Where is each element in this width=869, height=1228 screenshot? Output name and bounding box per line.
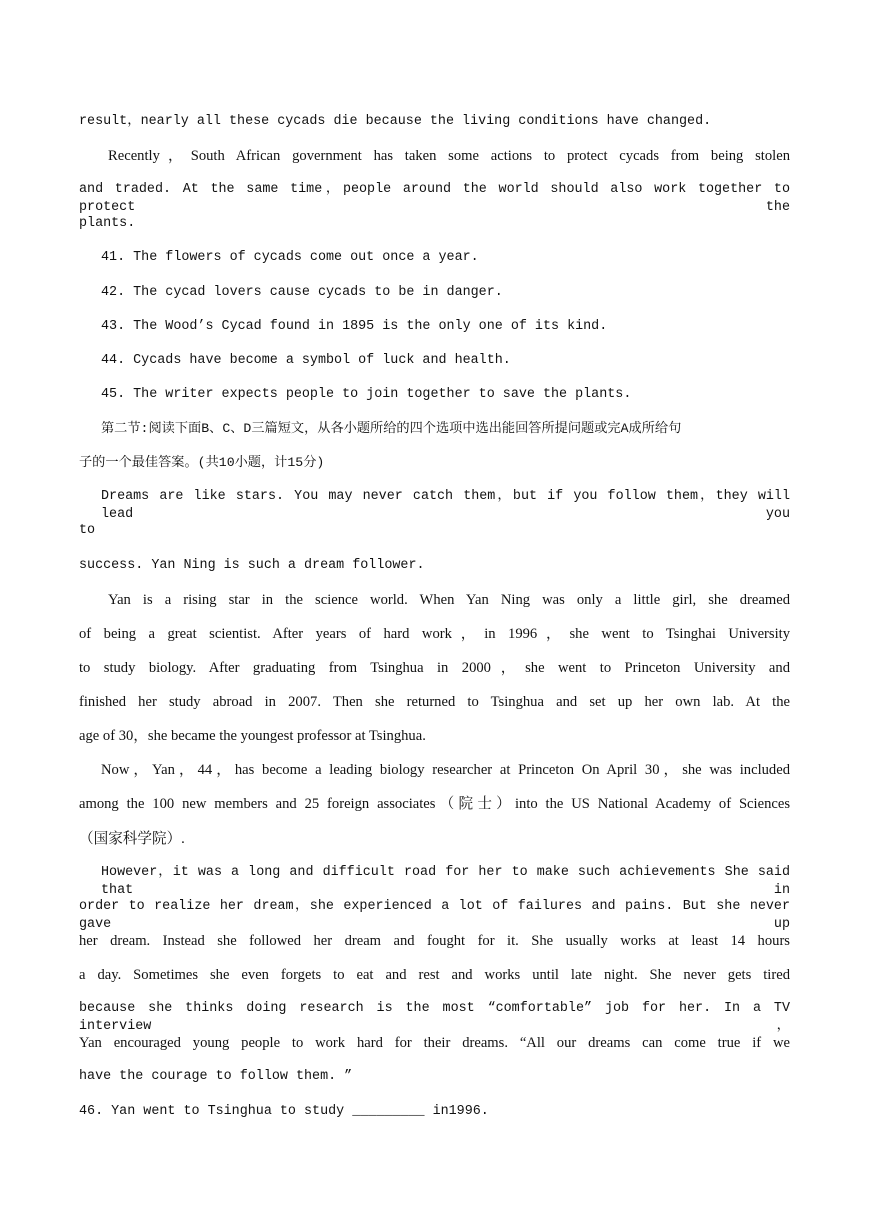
section-heading: 第二节:阅读下面B、C、D三篇短文，从各小题所给的四个选项中选出能回答所提问题或完A成所给句 <box>101 421 682 436</box>
paragraph-line: Recently，South African government has taken some actions to protect cycads from being stolen <box>108 148 790 164</box>
paragraph-line: order to realize her dream，she experienced a lot of failures and pains. But she never gave up <box>79 899 790 932</box>
paragraph-line: Yan encouraged young people to work hard for their dreams. “All our dreams can come true if we <box>79 1035 790 1051</box>
statement-45: 45. The writer expects people to join together to save the plants. <box>101 387 632 402</box>
statement-43: 43. The Wood’s Cycad found in 1895 is the only one of its kind. <box>101 319 608 334</box>
statement-41: 41. The flowers of cycads come out once a year. <box>101 250 479 265</box>
paragraph-line: to study biology. After graduating from Tsinghua in 2000，she went to Princeton University and <box>79 660 790 676</box>
paragraph-line: have the courage to follow them. ” <box>79 1069 353 1084</box>
paragraph-line: Yan is a rising star in the science world. When Yan Ning was only a little girl, she dreamed <box>108 592 790 608</box>
paragraph-line: a day. Sometimes she even forgets to eat and rest and works until late night. She never gets tired <box>79 967 790 983</box>
paragraph-line: age of 30，she became the youngest professor at Tsinghua. <box>79 728 426 744</box>
paragraph-line: finished her study abroad in 2007. Then she returned to Tsinghua and set up her own lab. At the <box>79 694 790 710</box>
section-heading-continued: 子的一个最佳答案。(共10小题，计15分) <box>79 455 325 470</box>
paragraph-line: among the 100 new members and 25 foreign associates（院士）into the US National Academy of Sciences <box>79 796 790 812</box>
paragraph-line: However，it was a long and difficult road for her to make such achievements She said that in <box>101 865 790 898</box>
paragraph-line: and traded. At the same time，people around the world should also work together to protect the <box>79 182 790 215</box>
statement-44: 44. Cycads have become a symbol of luck and health. <box>101 353 511 368</box>
paragraph-line: success. Yan Ning is such a dream follower. <box>79 558 425 573</box>
paragraph-line: （国家科学院）. <box>79 831 185 847</box>
paragraph-line: her dream. Instead she followed her dream and fought for it. She usually works at least 14 hours <box>79 933 790 949</box>
paragraph-line: to <box>79 523 96 538</box>
paragraph-line: of being a great scientist. After years of hard work，in 1996，she went to Tsinghai University <box>79 626 790 642</box>
paragraph-line: result，nearly all these cycads die because the living conditions have changed. <box>79 114 712 129</box>
paragraph-line: Now，Yan，44，has become a leading biology researcher at Princeton On April 30，she was included <box>101 762 790 778</box>
statement-42: 42. The cycad lovers cause cycads to be in danger. <box>101 285 503 300</box>
paragraph-line: Dreams are like stars. You may never catch them，but if you follow them，they will lead you <box>101 489 790 522</box>
paragraph-line: plants. <box>79 216 136 231</box>
paragraph-line: because she thinks doing research is the most “comfortable” job for her. In a TV interview， <box>79 1001 790 1034</box>
question-46: 46. Yan went to Tsinghua to study _________ in1996. <box>79 1104 489 1119</box>
